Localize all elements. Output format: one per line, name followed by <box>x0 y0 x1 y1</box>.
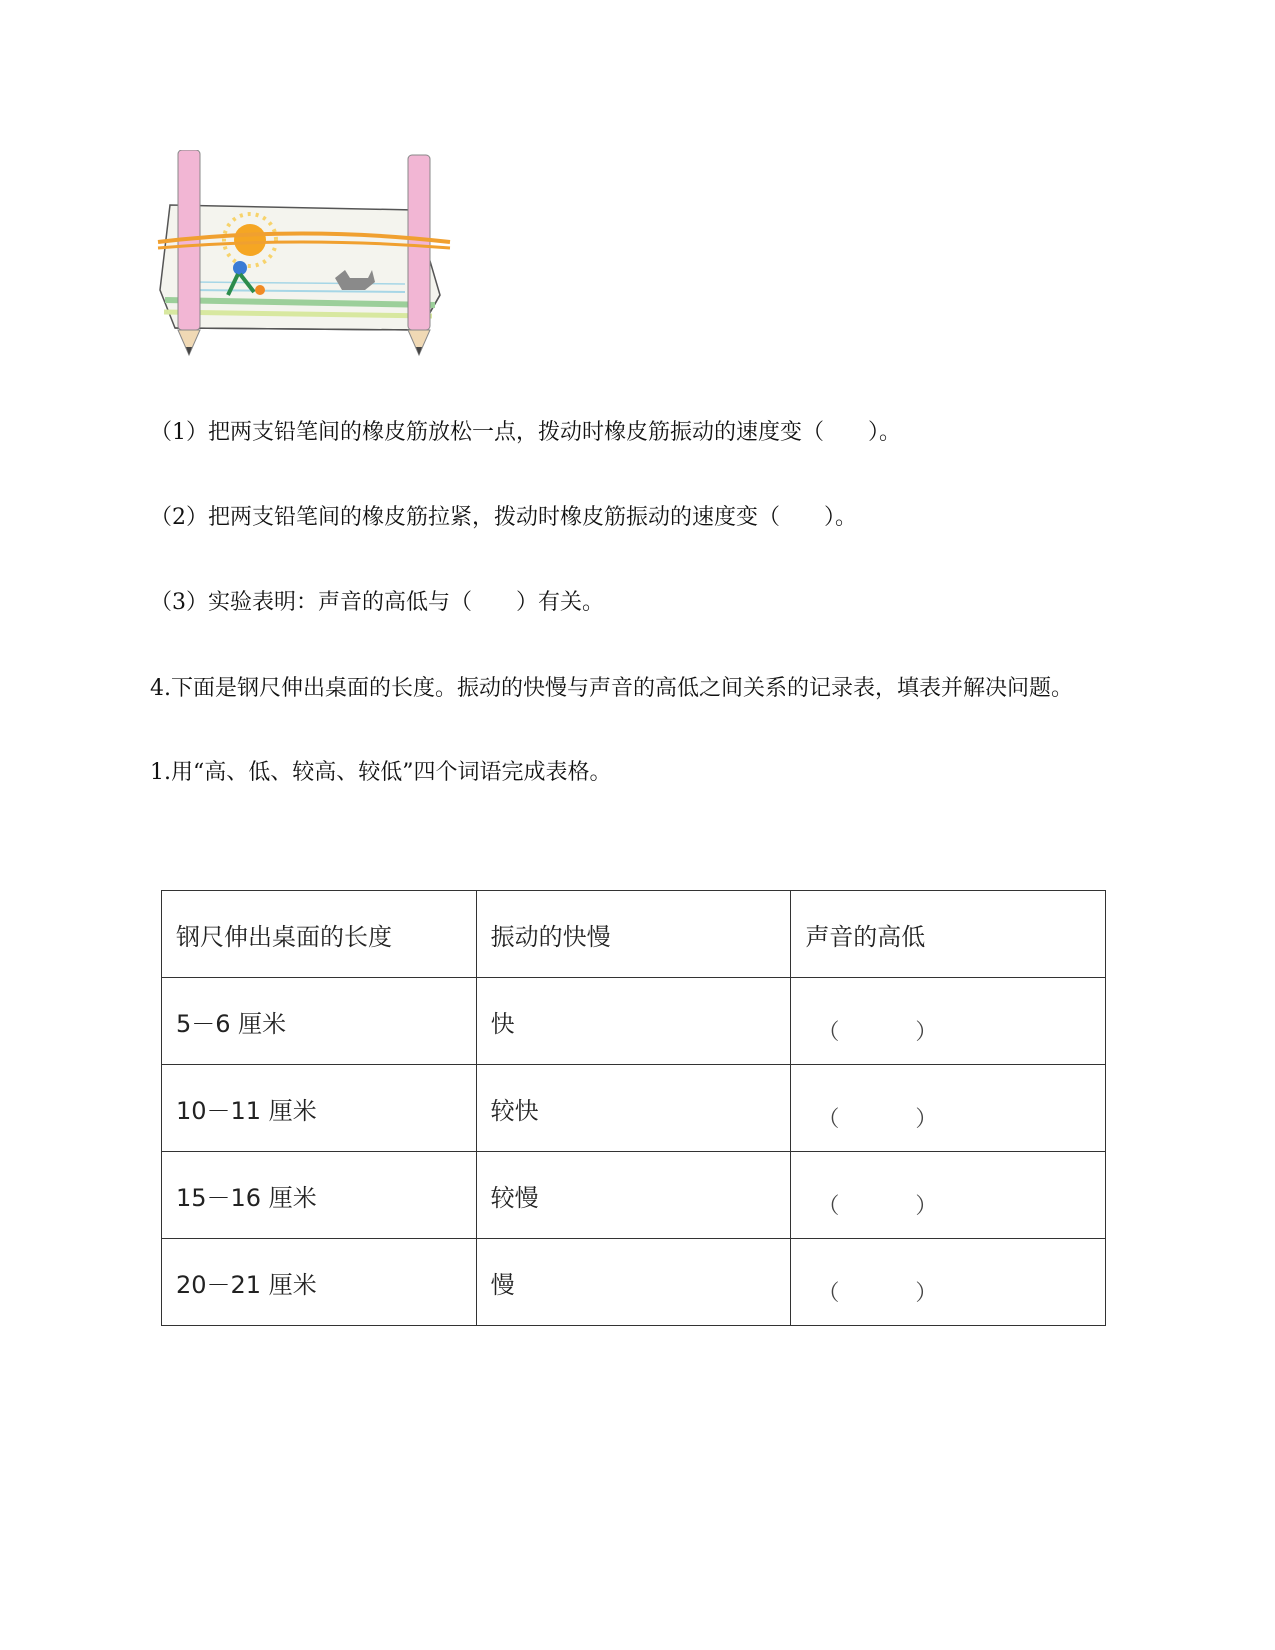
cell-speed: 快 <box>476 978 791 1065</box>
table-row <box>162 1065 1106 1152</box>
close-paren: ） <box>915 1281 938 1306</box>
cell-speed: 较慢 <box>476 1152 791 1239</box>
cell-length: 20－21 厘米 <box>162 1239 477 1326</box>
close-paren: ） <box>915 1020 938 1045</box>
header-speed: 振动的快慢 <box>476 891 791 978</box>
table-header-row <box>162 891 1106 978</box>
close-paren: ） <box>915 1194 938 1219</box>
header-pitch: 声音的高低 <box>791 891 1106 978</box>
question-3: （3）实验表明：声音的高低与（ ）有关。 <box>150 590 604 615</box>
cell-pitch-blank[interactable] <box>791 978 1106 1065</box>
problem-4-text: 4.下面是钢尺伸出桌面的长度。振动的快慢与声音的高低之间关系的记录表，填表并解决问题。 <box>150 676 1073 701</box>
open-paren: （ <box>817 1194 840 1219</box>
record-table-wrapper <box>161 890 1106 1326</box>
open-paren: （ <box>817 1107 840 1132</box>
close-paren: ） <box>915 1107 938 1132</box>
cell-pitch-blank[interactable] <box>791 1239 1106 1326</box>
open-paren: （ <box>817 1281 840 1306</box>
cell-speed: 慢 <box>476 1239 791 1326</box>
pencils-rubber-band-icon <box>150 150 470 375</box>
problem-4-sub-1: 1.用“高、低、较高、较低”四个词语完成表格。 <box>150 760 612 785</box>
table-row <box>162 1152 1106 1239</box>
table-row <box>162 978 1106 1065</box>
cell-pitch-blank[interactable] <box>791 1065 1106 1152</box>
cell-pitch-blank[interactable] <box>791 1152 1106 1239</box>
cell-length: 15－16 厘米 <box>162 1152 477 1239</box>
cell-speed: 较快 <box>476 1065 791 1152</box>
record-table <box>161 890 1106 1326</box>
table-row <box>162 1239 1106 1326</box>
header-length: 钢尺伸出桌面的长度 <box>162 891 477 978</box>
cell-length: 5－6 厘米 <box>162 978 477 1065</box>
open-paren: （ <box>817 1020 840 1045</box>
rubber-band-pencil-illustration <box>150 150 470 375</box>
question-1: （1）把两支铅笔间的橡皮筋放松一点，拨动时橡皮筋振动的速度变（ ）。 <box>150 420 901 445</box>
question-2: （2）把两支铅笔间的橡皮筋拉紧，拨动时橡皮筋振动的速度变（ ）。 <box>150 505 857 530</box>
cell-length: 10－11 厘米 <box>162 1065 477 1152</box>
